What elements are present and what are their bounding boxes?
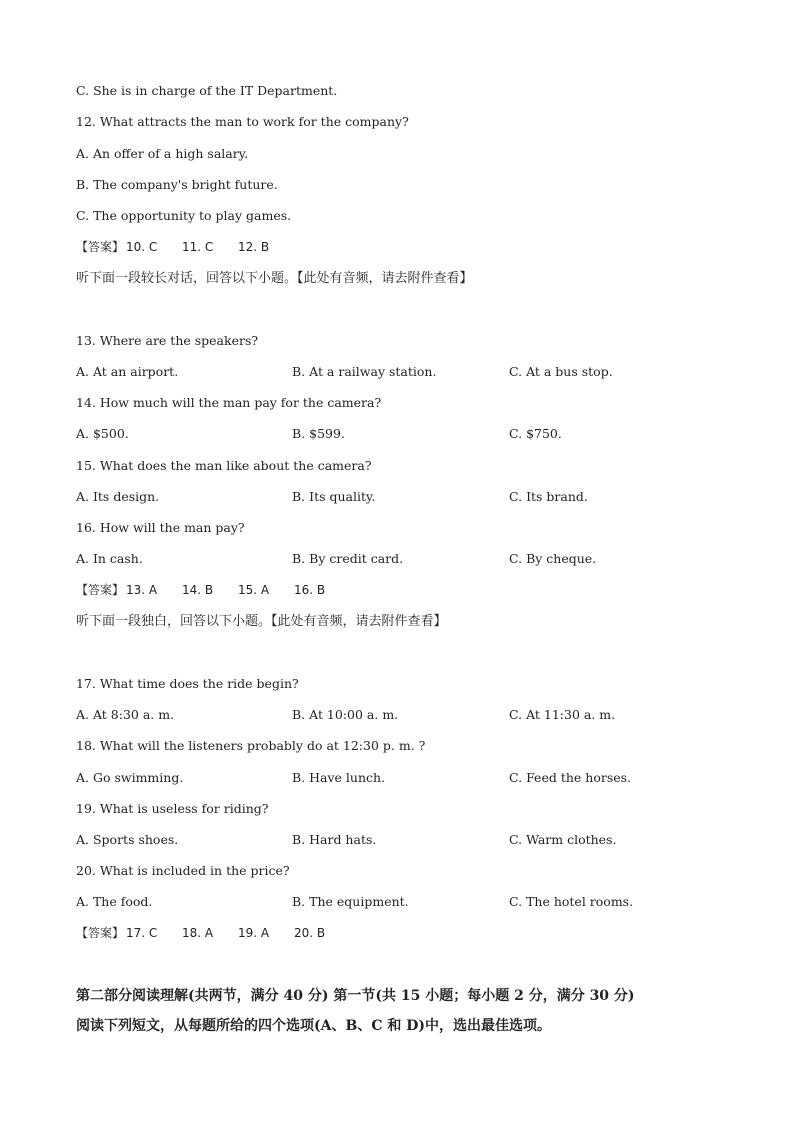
option-c: C. By cheque. bbox=[509, 551, 597, 566]
answer-item: 16. B bbox=[294, 583, 326, 597]
options-row-14 bbox=[76, 426, 736, 442]
option-a: A. In cash. bbox=[76, 551, 143, 566]
option-a: A. Go swimming. bbox=[76, 770, 184, 785]
options-row-19 bbox=[76, 832, 736, 848]
answer-item: 11. C bbox=[182, 240, 214, 254]
options-row-18 bbox=[76, 770, 736, 786]
question-18: 18. What will the listeners probably do at 12:30 p. m. ? bbox=[76, 738, 426, 753]
answer-item: 13. A bbox=[126, 583, 158, 597]
options-row-15 bbox=[76, 489, 736, 505]
instruction-monologue: 听下面一段独白，回答以下小题。【此处有音频，请去附件查看】 bbox=[76, 614, 447, 629]
option-c: C. Its brand. bbox=[509, 489, 588, 504]
answer-tag: 【答案】 bbox=[76, 240, 125, 254]
question-12: 12. What attracts the man to work for the company? bbox=[76, 114, 409, 129]
options-row-20 bbox=[76, 894, 736, 910]
question-16: 16. How will the man pay? bbox=[76, 520, 245, 535]
answer-line-17-20 bbox=[76, 925, 350, 941]
answer-item: 15. A bbox=[238, 583, 270, 597]
option-a: A. At 8:30 a. m. bbox=[76, 707, 175, 722]
option-c-prev: C. She is in charge of the IT Department. bbox=[76, 83, 338, 98]
options-row-17 bbox=[76, 707, 736, 723]
instruction-long-dialogue: 听下面一段较长对话，回答以下小题。【此处有音频，请去附件查看】 bbox=[76, 271, 473, 286]
question-15: 15. What does the man like about the camera? bbox=[76, 458, 372, 473]
option-b: B. At 10:00 a. m. bbox=[292, 707, 399, 722]
option-b: B. $599. bbox=[292, 426, 345, 441]
options-row-16 bbox=[76, 551, 736, 567]
option-b: B. Its quality. bbox=[292, 489, 376, 504]
answer-item: 12. B bbox=[238, 240, 270, 254]
option-c: C. Feed the horses. bbox=[509, 770, 632, 785]
answer-item: 14. B bbox=[182, 583, 214, 597]
option-b: B. Have lunch. bbox=[292, 770, 386, 785]
question-19: 19. What is useless for riding? bbox=[76, 801, 269, 816]
option-c: C. Warm clothes. bbox=[509, 832, 617, 847]
option-a: A. At an airport. bbox=[76, 364, 179, 379]
answer-item: 19. A bbox=[238, 926, 270, 940]
question-17: 17. What time does the ride begin? bbox=[76, 676, 299, 691]
answer-item: 17. C bbox=[126, 926, 158, 940]
answer-tag: 【答案】 bbox=[76, 926, 125, 940]
question-14: 14. How much will the man pay for the camera? bbox=[76, 395, 382, 410]
option-b: B. The equipment. bbox=[292, 894, 409, 909]
option-c: C. At a bus stop. bbox=[509, 364, 613, 379]
answer-item: 20. B bbox=[294, 926, 326, 940]
question-13: 13. Where are the speakers? bbox=[76, 333, 259, 348]
options-row-13 bbox=[76, 364, 736, 380]
option-c: C. The hotel rooms. bbox=[509, 894, 634, 909]
option-b: B. At a railway station. bbox=[292, 364, 437, 379]
option-a: A. Its design. bbox=[76, 489, 160, 504]
option-b: B. By credit card. bbox=[292, 551, 404, 566]
option-a: A. $500. bbox=[76, 426, 129, 441]
answer-tag: 【答案】 bbox=[76, 583, 125, 597]
answer-line-10-12 bbox=[76, 239, 294, 255]
part2-instruction: 阅读下列短文，从每题所给的四个选项(A、B、C 和 D)中，选出最佳选项。 bbox=[76, 1018, 551, 1034]
answer-line-13-16 bbox=[76, 582, 350, 598]
answer-item: 18. A bbox=[182, 926, 214, 940]
part2-heading: 第二部分阅读理解(共两节，满分 40 分) 第一节(共 15 小题；每小题 2 分，满分 30 分) bbox=[76, 988, 635, 1004]
q12-option-b: B. The company's bright future. bbox=[76, 177, 278, 192]
q12-option-c: C. The opportunity to play games. bbox=[76, 208, 292, 223]
option-b: B. Hard hats. bbox=[292, 832, 377, 847]
q12-option-a: A. An offer of a high salary. bbox=[76, 146, 249, 161]
question-20: 20. What is included in the price? bbox=[76, 863, 290, 878]
option-c: C. At 11:30 a. m. bbox=[509, 707, 616, 722]
answer-item: 10. C bbox=[126, 240, 158, 254]
option-c: C. $750. bbox=[509, 426, 562, 441]
option-a: A. The food. bbox=[76, 894, 153, 909]
option-a: A. Sports shoes. bbox=[76, 832, 179, 847]
